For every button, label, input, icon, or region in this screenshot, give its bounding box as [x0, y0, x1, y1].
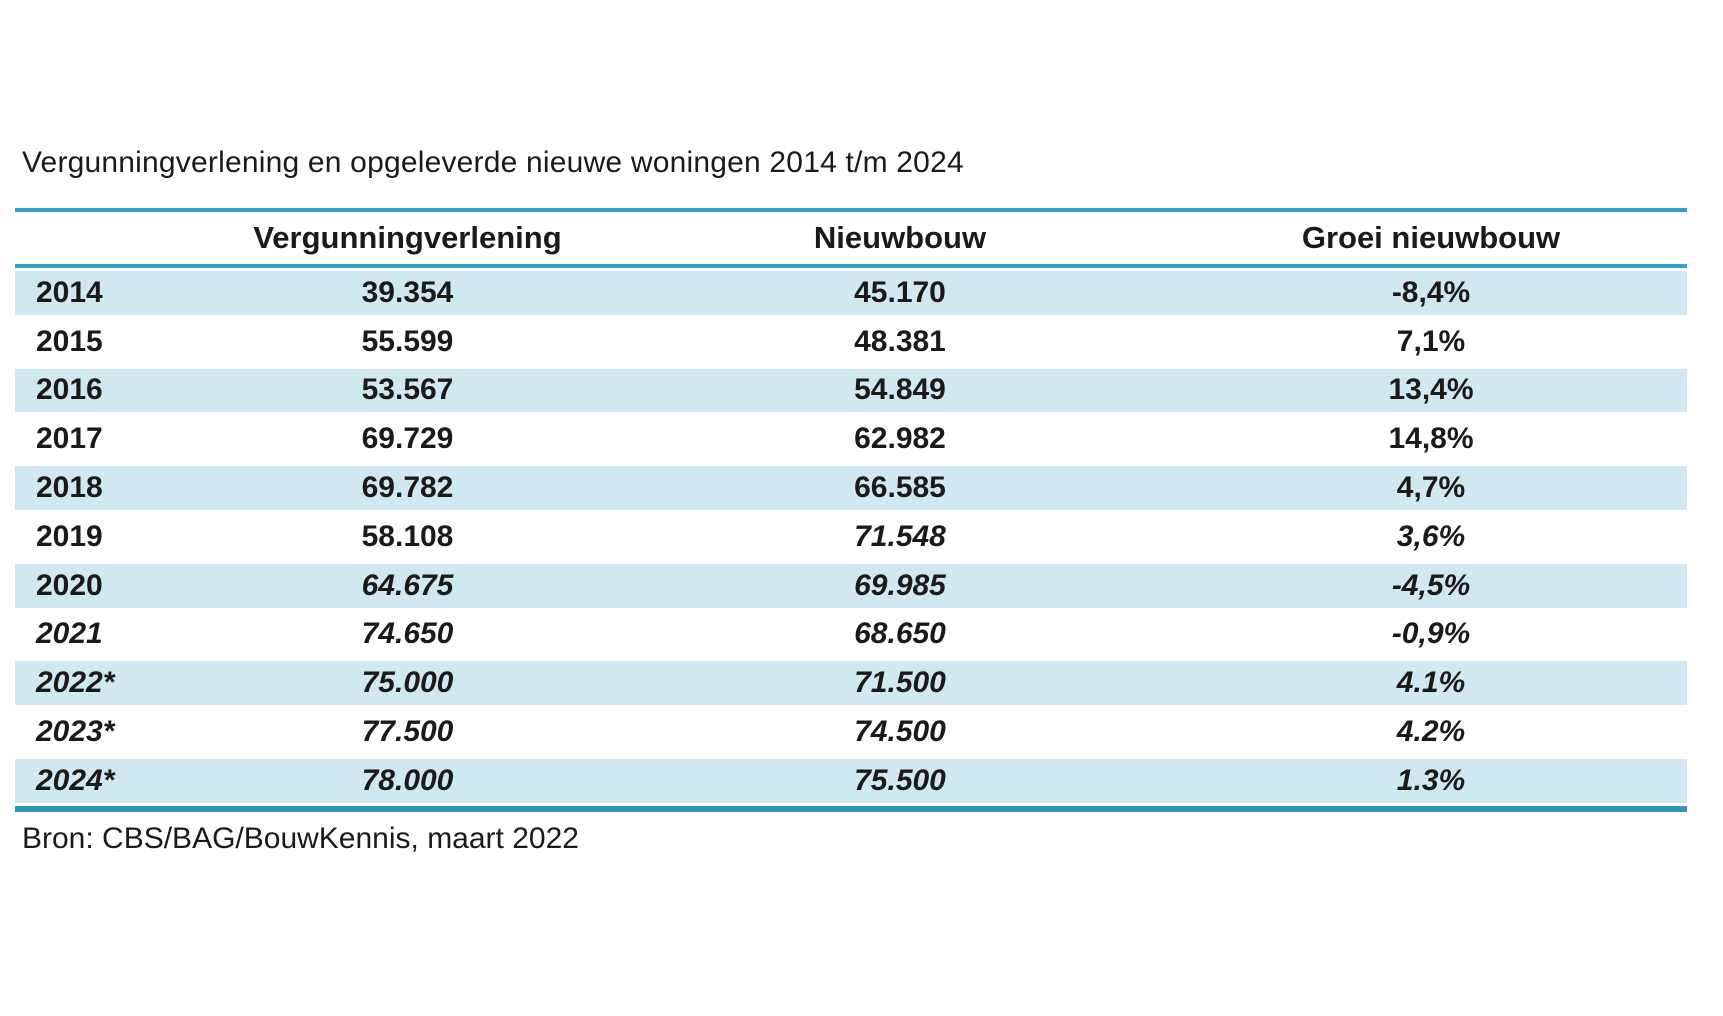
table-row [15, 512, 1687, 561]
nieuwbouw-cell: 69.985 [854, 568, 946, 602]
nieuwbouw-cell: 68.650 [854, 617, 946, 651]
nieuwbouw-cell: 66.585 [854, 471, 946, 505]
table-row [15, 756, 1687, 805]
table-row [15, 366, 1687, 415]
data-table [15, 208, 1687, 812]
year-cell: 2020 [36, 568, 103, 602]
table-row [15, 414, 1687, 463]
table-row [15, 561, 1687, 610]
nieuwbouw-cell: 71.548 [854, 519, 946, 553]
groei-nieuwbouw-cell: 3,6% [1396, 519, 1466, 553]
bottom-rule [15, 806, 1687, 812]
vergunningverlening-cell: 69.729 [361, 422, 454, 456]
table-row [15, 268, 1687, 317]
vergunningverlening-cell: 74.650 [361, 617, 454, 651]
groei-nieuwbouw-cell: 13,4% [1388, 373, 1474, 407]
year-cell: 2021 [36, 617, 103, 651]
header-nieuwbouw: Nieuwbouw [813, 220, 987, 255]
vergunningverlening-cell: 39.354 [361, 275, 454, 309]
source-note: Bron: CBS/BAG/BouwKennis, maart 2022 [22, 822, 579, 855]
header-vergunningverlening: Vergunningverlening [253, 220, 562, 255]
vergunningverlening-cell: 78.000 [361, 763, 454, 797]
table-body [15, 268, 1687, 805]
nieuwbouw-cell: 71.500 [854, 666, 946, 700]
vergunningverlening-cell: 58.108 [361, 519, 454, 553]
vergunningverlening-cell: 64.675 [361, 568, 454, 602]
table-row [15, 463, 1687, 512]
table-header-row [15, 212, 1687, 264]
groei-nieuwbouw-cell: 7,1% [1396, 324, 1466, 358]
year-cell: 2019 [36, 519, 103, 553]
header-groei-nieuwbouw: Groei nieuwbouw [1301, 220, 1561, 255]
year-cell: 2024* [36, 763, 115, 797]
vergunningverlening-cell: 75.000 [361, 666, 454, 700]
nieuwbouw-cell: 45.170 [854, 275, 946, 309]
groei-nieuwbouw-cell: -4,5% [1391, 568, 1471, 602]
table-title: Vergunningverlening en opgeleverde nieuwe woningen 2014 t/m 2024 [22, 146, 964, 179]
vergunningverlening-cell: 55.599 [361, 324, 454, 358]
nieuwbouw-cell: 48.381 [854, 324, 946, 358]
groei-nieuwbouw-cell: -0,9% [1391, 617, 1471, 651]
nieuwbouw-cell: 54.849 [854, 373, 946, 407]
year-cell: 2017 [36, 422, 103, 456]
groei-nieuwbouw-cell: 4.1% [1396, 666, 1466, 700]
table-row [15, 707, 1687, 756]
year-cell: 2023* [36, 715, 115, 749]
groei-nieuwbouw-cell: 4.2% [1396, 715, 1466, 749]
nieuwbouw-cell: 75.500 [854, 763, 946, 797]
groei-nieuwbouw-cell: -8,4% [1391, 275, 1471, 309]
vergunningverlening-cell: 77.500 [361, 715, 454, 749]
year-cell: 2015 [36, 324, 103, 358]
nieuwbouw-cell: 62.982 [854, 422, 946, 456]
groei-nieuwbouw-cell: 4,7% [1396, 471, 1466, 505]
vergunningverlening-cell: 53.567 [361, 373, 454, 407]
nieuwbouw-cell: 74.500 [854, 715, 946, 749]
table-row [15, 658, 1687, 707]
groei-nieuwbouw-cell: 14,8% [1388, 422, 1474, 456]
groei-nieuwbouw-cell: 1.3% [1396, 763, 1466, 797]
year-cell: 2018 [36, 471, 103, 505]
year-cell: 2022* [36, 666, 115, 700]
year-cell: 2014 [36, 275, 103, 309]
table-row [15, 317, 1687, 366]
vergunningverlening-cell: 69.782 [361, 471, 454, 505]
year-cell: 2016 [36, 373, 103, 407]
table-row [15, 610, 1687, 659]
